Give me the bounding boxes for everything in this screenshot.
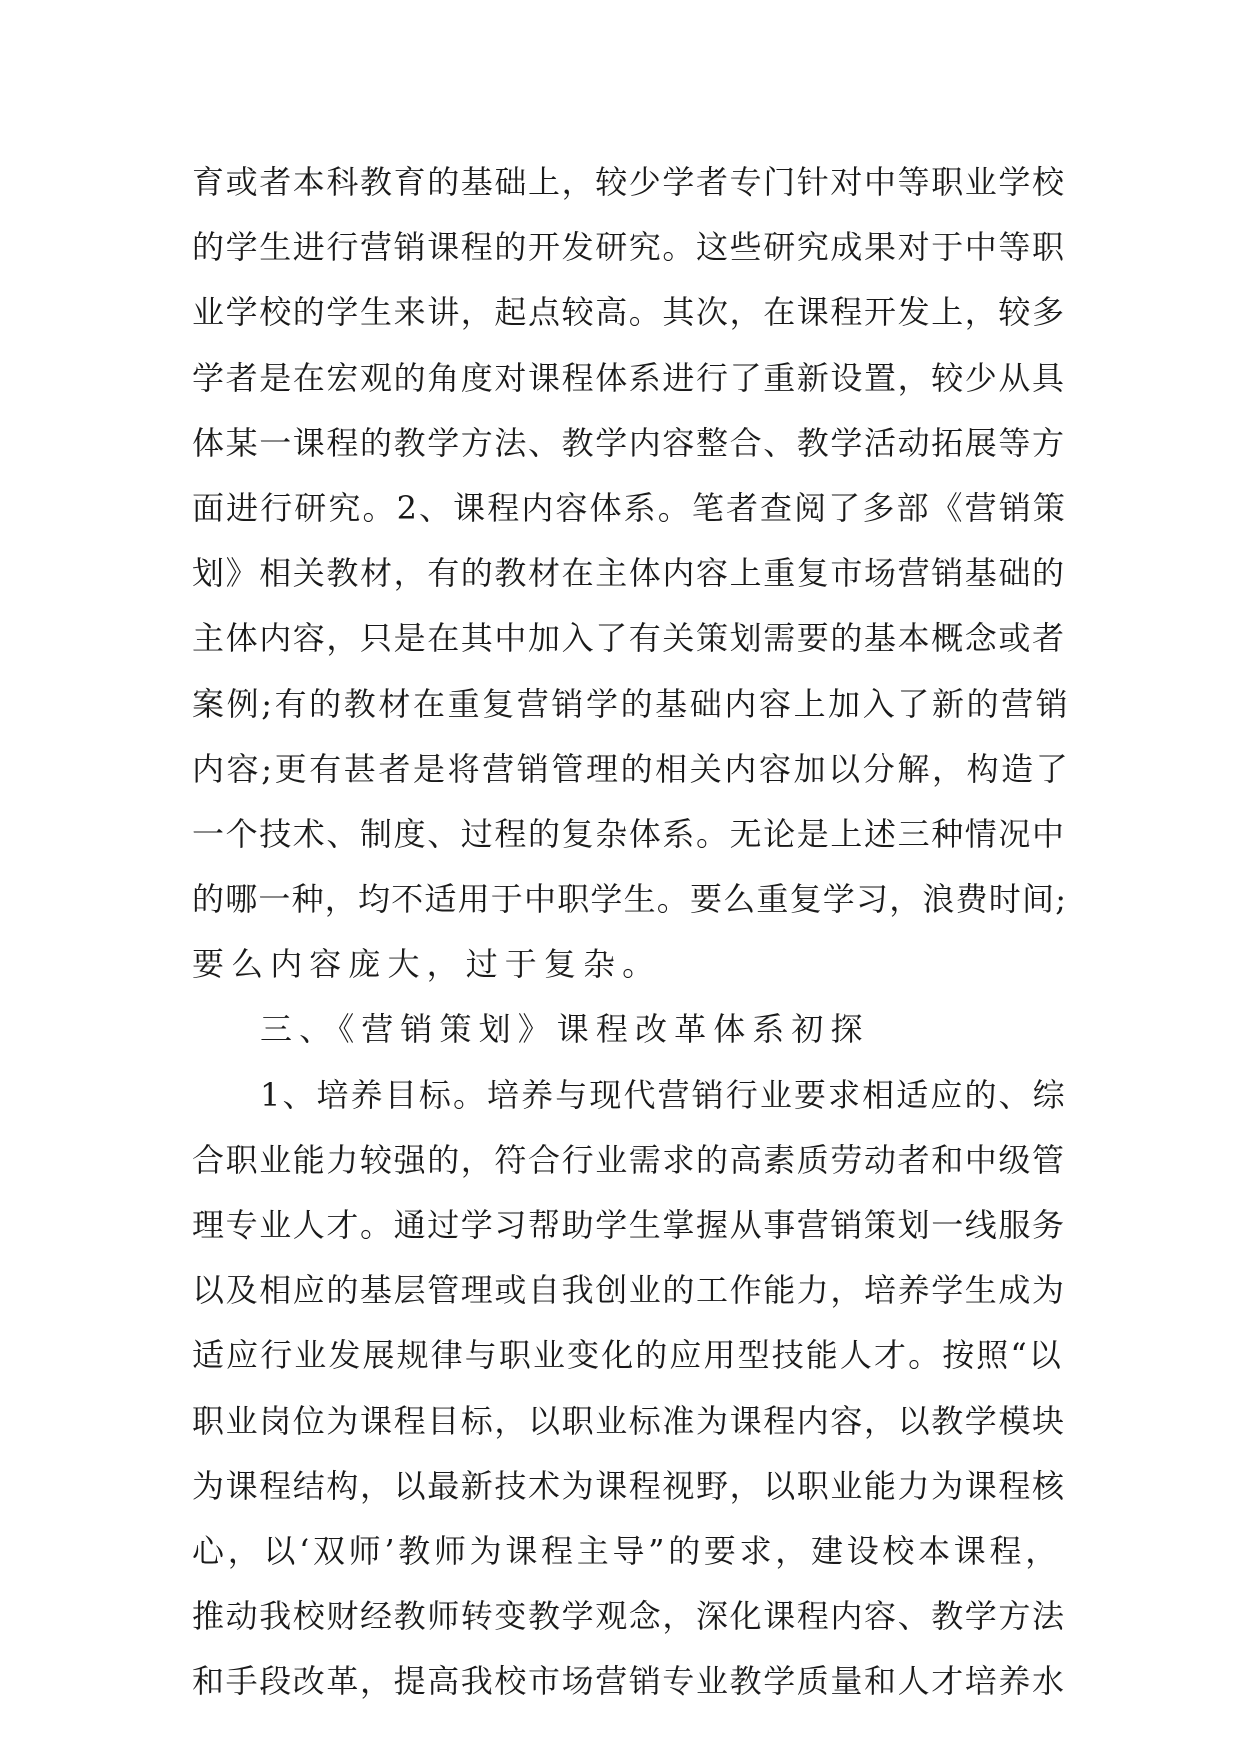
text-line: 理专业人才。通过学习帮助学生掌握从事营销策划一线服务 — [192, 1206, 1066, 1244]
text-line: 业学校的学生来讲，起点较高。其次，在课程开发上，较多 — [192, 293, 1066, 332]
text-line: 心，以‘双师’教师为课程主导”的要求，建设校本课程， — [192, 1531, 1061, 1570]
text-line: 划》相关教材，有的教材在主体内容上重复市场营销基础的 — [192, 554, 1066, 593]
text-line: 案例;有的教材在重复营销学的基础内容上加入了新的营销 — [192, 684, 1071, 723]
text-line: 为课程结构，以最新技术为课程视野，以职业能力为课程核 — [192, 1466, 1066, 1505]
text-line: 和手段改革，提高我校市场营销专业教学质量和人才培养水 — [192, 1662, 1066, 1701]
text-line: 一个技术、制度、过程的复杂体系。无论是上述三种情况中 — [192, 814, 1066, 853]
body-text — [192, 150, 1072, 1715]
section-heading: 三、《营销策划》课程改革体系初探 — [260, 1010, 870, 1049]
text-line: 适应行业发展规律与职业变化的应用型技能人才。按照“以 — [192, 1336, 1063, 1375]
text-line: 育或者本科教育的基础上，较少学者专门针对中等职业学校 — [192, 163, 1066, 201]
text-line: 推动我校财经教师转变教学观念，深化课程内容、教学方法 — [192, 1597, 1066, 1636]
text-line: 的学生进行营销课程的开发研究。这些研究成果对于中等职 — [192, 228, 1066, 267]
text-line: 内容;更有甚者是将营销管理的相关内容加以分解，构造了 — [192, 749, 1071, 788]
text-line: 职业岗位为课程目标，以职业标准为课程内容，以教学模块 — [192, 1401, 1066, 1440]
text-line: 体某一课程的教学方法、教学内容整合、教学活动拓展等方 — [192, 423, 1066, 462]
text-line: 以及相应的基层管理或自我创业的工作能力，培养学生成为 — [192, 1271, 1066, 1310]
text-line: 面进行研究。2、课程内容体系。笔者查阅了多部《营销策 — [192, 488, 1067, 527]
text-line: 要么内容庞大，过于复杂。 — [192, 945, 662, 984]
text-line: 合职业能力较强的，符合行业需求的高素质劳动者和中级管 — [192, 1140, 1066, 1179]
text-line: 主体内容，只是在其中加入了有关策划需要的基本概念或者 — [192, 619, 1066, 658]
text-line: 的哪一种，均不适用于中职学生。要么重复学习，浪费时间; — [192, 880, 1068, 919]
paragraph-first-line: 1、培养目标。培养与现代营销行业要求相适应的、综 — [260, 1075, 1067, 1114]
text-line: 学者是在宏观的角度对课程体系进行了重新设置，较少从具 — [192, 358, 1066, 397]
